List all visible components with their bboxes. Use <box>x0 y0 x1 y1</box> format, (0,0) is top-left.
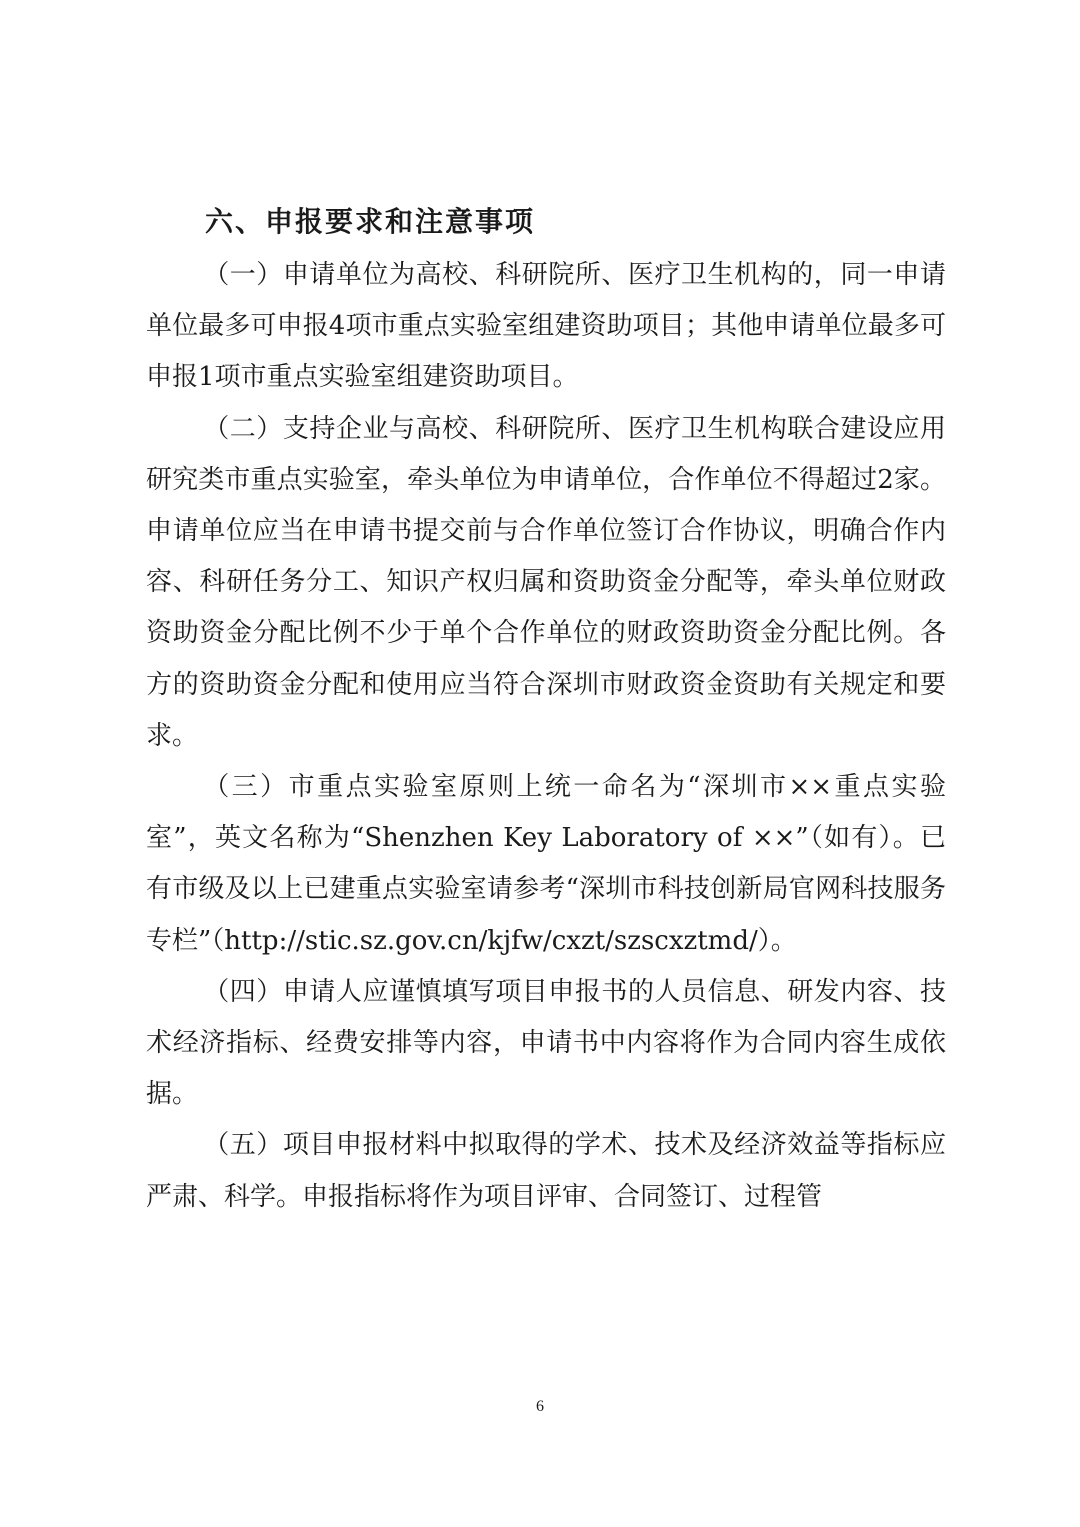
paragraph-3: （三）市重点实验室原则上统一命名为“深圳市××重点实验室”，英文名称为“Shenzhen Key Laboratory of ××”（如有）。已有市级及以上已建重点实验室请参考“深圳市科技创新局官网科技服务专栏”（http://stic.sz.gov.cn/kjfw/cxzt/szscxztmd/）。 <box>146 772 946 956</box>
section-heading: 六、申报要求和注意事项 <box>205 205 536 238</box>
paragraph-1: （一）申请单位为高校、科研院所、医疗卫生机构的，同一申请单位最多可申报4项市重点实验室组建资助项目；其他申请单位最多可申报1项市重点实验室组建资助项目。 <box>146 260 946 393</box>
paragraph-4: （四）申请人应谨慎填写项目申报书的人员信息、研发内容、技术经济指标、经费安排等内容，申请书中内容将作为合同内容生成依据。 <box>146 976 946 1110</box>
body-text <box>146 250 946 1223</box>
page-number: 6 <box>536 1398 544 1415</box>
paragraph-2: （二）支持企业与高校、科研院所、医疗卫生机构联合建设应用研究类市重点实验室，牵头单位为申请单位，合作单位不得超过2家。申请单位应当在申请书提交前与合作单位签订合作协议，明确合作内容、科研任务分工、知识产权归属和资助资金分配等，牵头单位财政资助资金分配比例不少于单个合作单位的财政资助资金分配比例。各方的资助资金分配和使用应当符合深圳市财政资金资助有关规定和要求。 <box>146 413 946 751</box>
paragraph-5: （五）项目申报材料中拟取得的学术、技术及经济效益等指标应严肃、科学。申报指标将作为项目评审、合同签订、过程管 <box>146 1130 946 1212</box>
